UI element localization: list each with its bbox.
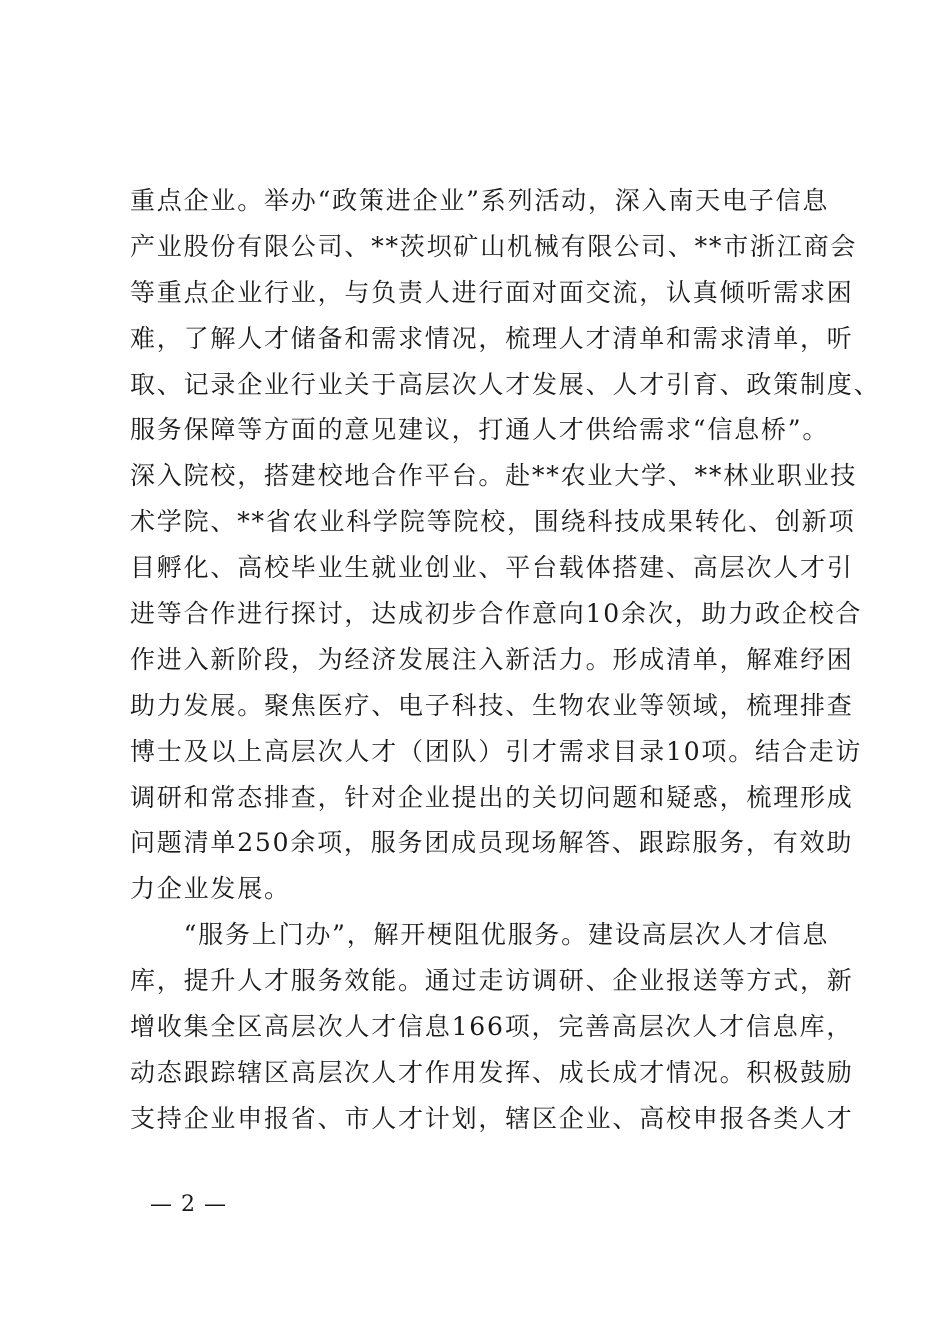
text-line: 深入院校，搭建校地合作平台。赴**农业大学、**林业职业技 xyxy=(130,461,858,491)
text-line: 增收集全区高层次人才信息166项，完善高层次人才信息库， xyxy=(130,1012,854,1042)
text-line: 服务保障等方面的意见建议，打通人才供给需求“信息桥”。 xyxy=(130,415,830,445)
text-line: 动态跟踪辖区高层次人才作用发挥、成长成才情况。积极鼓励 xyxy=(130,1057,854,1087)
text-line: 博士及以上高层次人才（团队）引才需求目录10项。结合走访 xyxy=(130,736,863,766)
text-line: 进等合作进行探讨，达成初步合作意向10余次，助力政企校合 xyxy=(130,599,863,629)
text-line: “服务上门办”，解开梗阻优服务。建设高层次人才信息 xyxy=(130,920,830,950)
text-line: 问题清单250余项，服务团成员现场解答、跟踪服务，有效助 xyxy=(130,828,854,858)
text-line: 取、记录企业行业关于高层次人才发展、人才引育、政策制度、 xyxy=(130,369,881,399)
text-line: 支持企业申报省、市人才计划，辖区企业、高校申报各类人才 xyxy=(130,1103,854,1133)
text-line: 产业股份有限公司、**茨坝矿山机械有限公司、**市浙江商会 xyxy=(130,231,858,261)
text-line: 调研和常态排查，针对企业提出的关切问题和疑惑，梳理形成 xyxy=(130,782,854,812)
body-text xyxy=(130,178,881,1142)
text-line: 助力发展。聚焦医疗、电子科技、生物农业等领域，梳理排查 xyxy=(130,690,854,720)
text-line: 力企业发展。 xyxy=(130,874,291,904)
text-line: 重点企业。举办“政策进企业”系列活动，深入南天电子信息 xyxy=(130,186,830,215)
page-number: — 2 — xyxy=(150,1192,227,1217)
text-line: 目孵化、高校毕业生就业创业、平台载体搭建、高层次人才引 xyxy=(130,553,854,583)
text-line: 等重点企业行业，与负责人进行面对面交流，认真倾听需求困 xyxy=(130,277,854,307)
text-line: 难，了解人才储备和需求情况，梳理人才清单和需求清单，听 xyxy=(130,323,854,353)
text-line: 作进入新阶段，为经济发展注入新活力。形成清单，解难纾困 xyxy=(130,644,854,674)
text-line: 术学院、**省农业科学院等院校，围绕科技成果转化、创新项 xyxy=(130,507,856,537)
text-line: 库，提升人才服务效能。通过走访调研、企业报送等方式，新 xyxy=(130,966,854,996)
